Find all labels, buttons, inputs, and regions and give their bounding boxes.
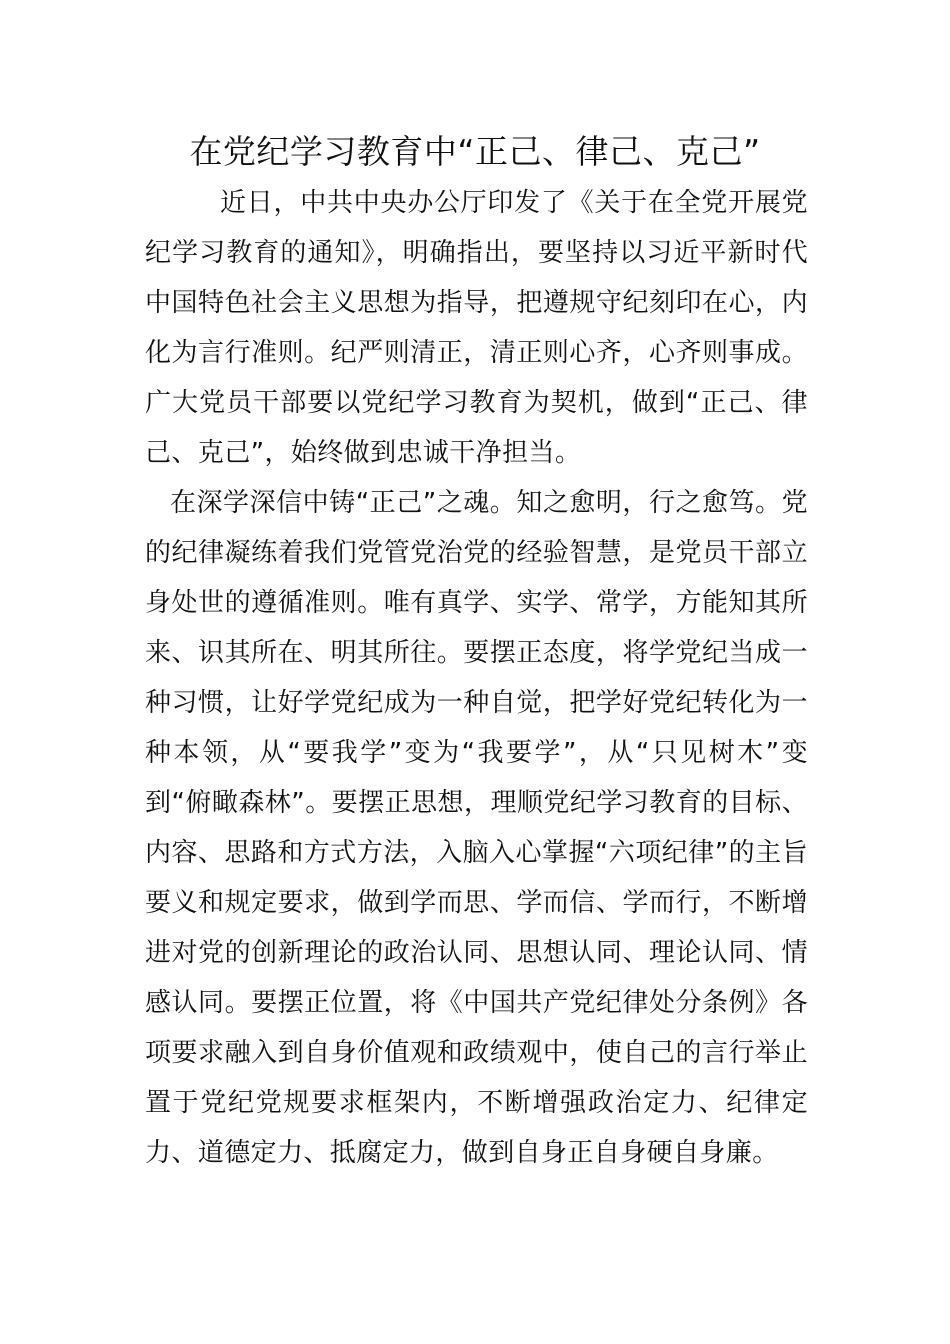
document-body [145, 178, 808, 1178]
paragraph-intro: 近日，中共中央办公厅印发了《关于在全党开展党纪学习教育的通知》，明确指出，要坚持以习近平新时代中国特色社会主义思想为指导，把遵规守纪刻印在心，内化为言行准则。纪严则清正，清正则心齐，心齐则事成。广大党员干部要以党纪学习教育为契机，做到“正己、律己、克己”，始终做到忠诚干净担当。 [145, 188, 808, 468]
document-title: 在党纪学习教育中“正己、律己、克己” [189, 132, 761, 171]
paragraph-zhengji: 在深学深信中铸“正己”之魂。知之愈明，行之愈笃。党的纪律凝练着我们党管党治党的经验智慧，是党员干部立身处世的遵循准则。唯有真学、实学、常学，方能知其所来、识其所在、明其所往。要摆正态度，将学党纪当成一种习惯，让好学党纪成为一种自觉，把学好党纪转化为一种本领，从“要我学”变为“我要学”，从“只见树木”变到“俯瞰森林”。要摆正思想，理顺党纪学习教育的目标、内容、思路和方式方法，入脑入心掌握“六项纪律”的主旨要义和规定要求，做到学而思、学而信、学而行，不断增进对党的创新理论的政治认同、思想认同、理论认同、情感认同。要摆正位置，将《中国共产党纪律处分条例》各项要求融入到自身价值观和政绩观中，使自己的言行举止置于党纪党规要求框架内，不断增强政治定力、纪律定力、道德定力、抵腐定力，做到自身正自身硬自身廉。 [145, 488, 808, 1168]
